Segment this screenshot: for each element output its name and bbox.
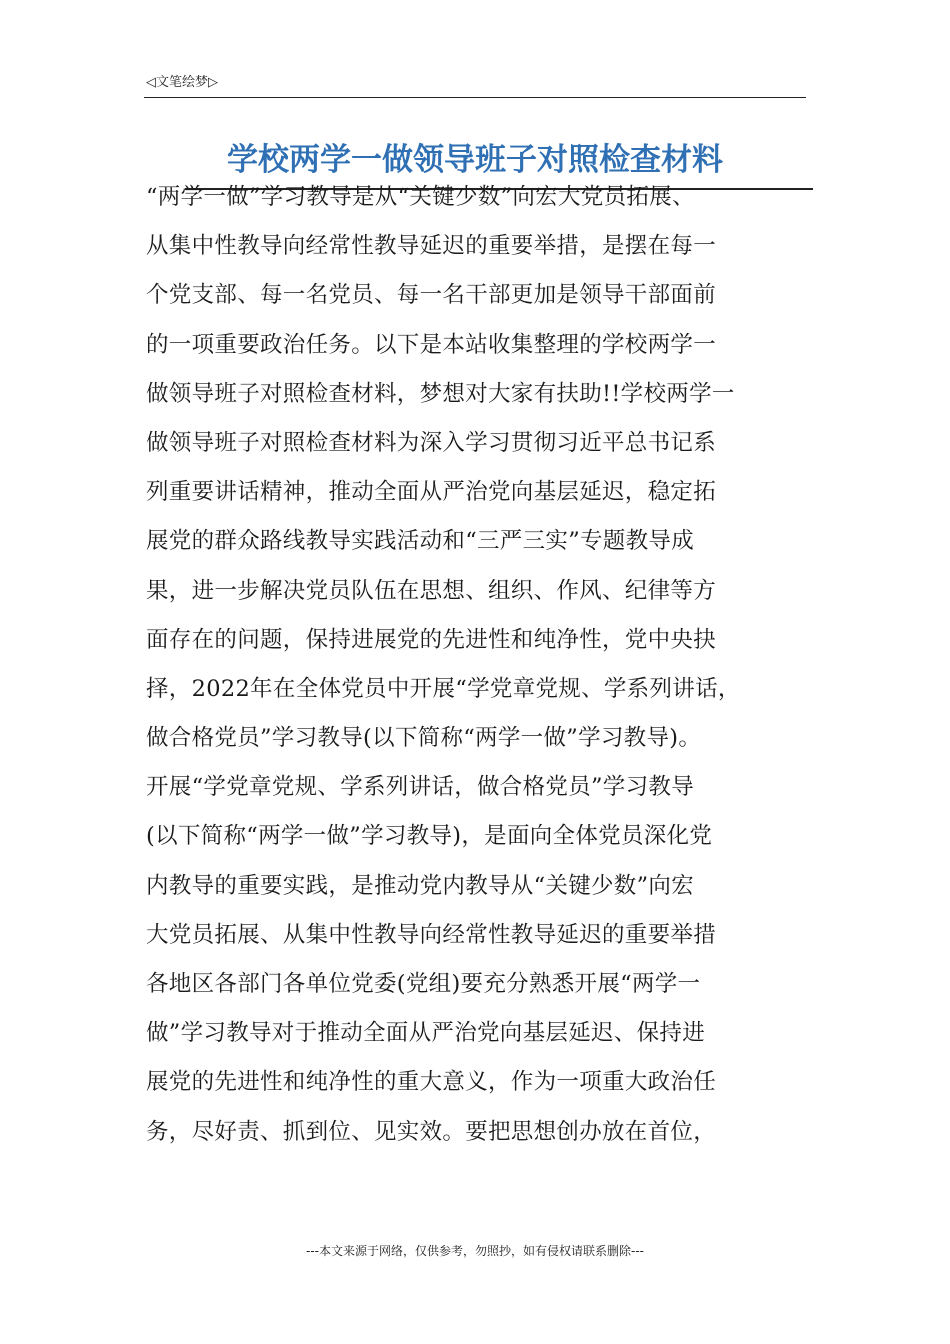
body-line: (以下简称“两学一做”学习教导)，是面向全体党员深化党 [146, 823, 713, 850]
body-line: 开展“学党章党规、学系列讲话，做合格党员”学习教导 [146, 774, 695, 801]
body-line: 列重要讲话精神，推动全面从严治党向基层延迟，稳定拓 [146, 479, 717, 506]
body-line: 面存在的问题，保持进展党的先进性和纯净性，党中央抉 [146, 626, 717, 653]
body-line: 大党员拓展、从集中性教导向经常性教导延迟的重要举措 [146, 921, 717, 948]
body-line: 做合格党员”学习教导(以下简称“两学一做”学习教导)。 [146, 725, 702, 752]
body-line: 各地区各部门各单位党委(党组)要充分熟悉开展“两学一 [146, 971, 701, 997]
body-line: 做领导班子对照检查材料，梦想对大家有扶助!!学校两学一 [146, 380, 735, 407]
body-line: 展党的先进性和纯净性的重大意义，作为一项重大政治任 [146, 1069, 717, 1096]
body-line: 果，进一步解决党员队伍在思想、组织、作风、纪律等方 [146, 577, 717, 604]
body-line: 个党支部、每一名党员、每一名干部更加是领导干部面前 [146, 282, 717, 309]
body-line: 展党的群众路线教导实践活动和“三严三实”专题教导成 [146, 528, 695, 555]
document-title: 学校两学一做领导班子对照检查材料 [227, 142, 723, 178]
header-divider [144, 97, 806, 98]
document-body [146, 173, 806, 1157]
body-line: “两学一做”学习教导是从“关键少数”向宏大党员拓展、 [146, 184, 695, 210]
body-line: 做领导班子对照检查材料为深入学习贯彻习近平总书记系 [146, 429, 717, 456]
body-line: 的一项重要政治任务。以下是本站收集整理的学校两学一 [146, 331, 717, 358]
body-line: 做”学习教导对于推动全面从严治党向基层延迟、保持进 [146, 1020, 706, 1047]
footer-disclaimer: ---本文来源于网络，仅供参考，勿照抄，如有侵权请联系删除--- [306, 1244, 644, 1258]
body-line: 从集中性教导向经常性教导延迟的重要举措，是摆在每一 [146, 233, 717, 260]
body-line: 务，尽好责、抓到位、见实效。要把思想创办放在首位， [146, 1118, 717, 1145]
body-line: 择，2022年在全体党员中开展“学党章党规、学系列讲话， [146, 675, 741, 702]
body-line: 内教导的重要实践，是推动党内教导从“关键少数”向宏 [146, 872, 695, 899]
header-brand: ◁文笔绘梦▷ [146, 75, 218, 90]
